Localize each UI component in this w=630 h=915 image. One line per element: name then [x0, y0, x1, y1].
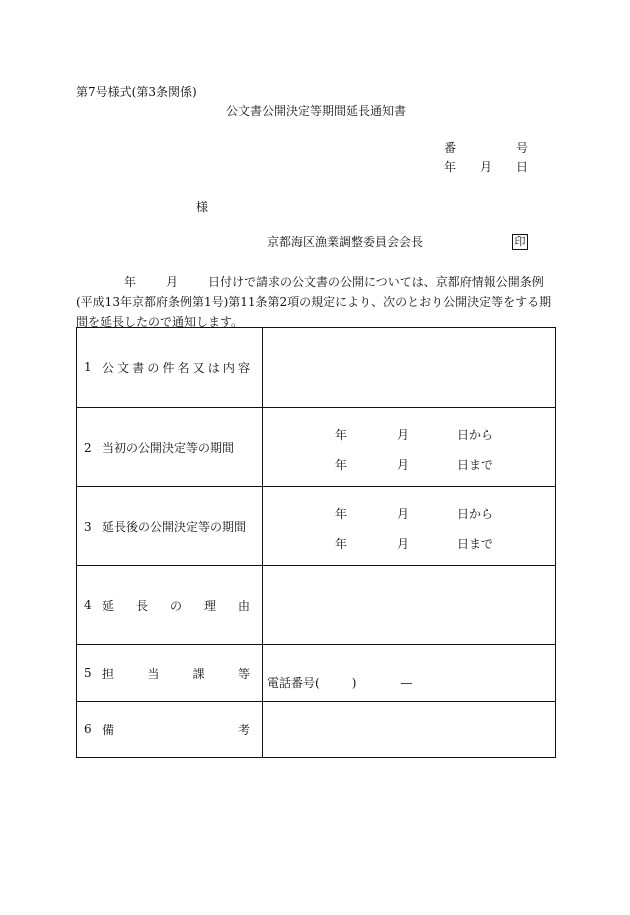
label-char: 又 [192, 361, 205, 375]
label-char: 考 [237, 723, 250, 737]
original-period-cell[interactable] [263, 408, 556, 487]
form-number: 第7号様式(第3条関係) [76, 85, 197, 99]
period-from-line: 年 月 日から [335, 428, 494, 442]
label-char: 文 [117, 361, 130, 375]
notice-table [76, 327, 556, 758]
label-char: 備 [102, 723, 115, 737]
period-until-line: 年 月 日まで [335, 458, 494, 472]
department-value-cell[interactable] [263, 645, 556, 702]
extended-period-cell[interactable] [263, 487, 556, 566]
issue-date-day: 日 [516, 160, 529, 174]
subject-value-cell[interactable] [263, 328, 556, 408]
label-char: 等 [237, 666, 250, 681]
label-char: 容 [237, 361, 250, 375]
issue-date-month: 月 [480, 160, 493, 174]
label-char: 件 [162, 361, 175, 375]
reason-value-cell[interactable] [263, 566, 556, 645]
table-row-extended-period [77, 487, 556, 566]
notice-body [76, 272, 556, 332]
label-char: 公 [102, 361, 115, 375]
document-title: 公文書公開決定等期間延長通知書 [226, 104, 407, 118]
table-row-original-period [77, 408, 556, 487]
row-label: 6 備 考 [77, 702, 263, 758]
addressee-suffix: 様 [196, 200, 209, 214]
document-number-gou: 号 [516, 141, 529, 155]
phone-number: 電話番号( ) — [267, 676, 413, 690]
row-label-text [102, 359, 250, 376]
label-char: 名 [177, 361, 190, 375]
remarks-value-cell[interactable] [263, 702, 556, 758]
body-text: 日付けで請求の公文書の公開については、京都府情報公開条例(平成13年京都府条例第1号)第11条第2項の規定により、次のとおり公開決定等をする期間を延長したので通知します。 [76, 275, 552, 329]
body-year: 年 [124, 275, 137, 289]
row-label-text [102, 665, 250, 682]
row-label-text [102, 597, 250, 614]
table-row-department [77, 645, 556, 702]
row-label: 5 担 当 課 等 [77, 645, 263, 702]
issuer-name: 京都海区漁業調整委員会会長 [267, 235, 424, 249]
label-char: の [169, 598, 182, 613]
label-char: 書 [132, 361, 145, 375]
row-label: 1 公 文 書 の 件 名 又 は 内 容 [77, 328, 263, 408]
row-label: 3 延長後の公開決定等の期間 [77, 487, 263, 566]
document-number-ban: 番 [444, 141, 457, 155]
issue-date-year: 年 [444, 160, 457, 174]
row-label: 4 延 長 の 理 由 [77, 566, 263, 645]
row-label: 2 当初の公開決定等の期間 [77, 408, 263, 487]
label-char: 由 [237, 598, 250, 613]
row-label-text [102, 721, 250, 738]
label-char: 延 [102, 598, 115, 613]
body-month: 月 [166, 275, 179, 289]
table-row-reason [77, 566, 556, 645]
label-char: は [207, 361, 220, 375]
label-char: 内 [222, 361, 235, 375]
label-char: の [147, 361, 160, 375]
period-from-line: 年 月 日から [335, 507, 494, 521]
label-char: 当 [147, 666, 160, 681]
period-until-line: 年 月 日まで [335, 537, 494, 551]
table-row-remarks [77, 702, 556, 758]
label-char: 長 [135, 598, 148, 613]
label-char: 理 [203, 598, 216, 613]
label-char: 担 [102, 666, 115, 681]
table-row-subject [77, 328, 556, 408]
seal-stamp: 印 [512, 234, 528, 250]
label-char: 課 [192, 666, 205, 681]
